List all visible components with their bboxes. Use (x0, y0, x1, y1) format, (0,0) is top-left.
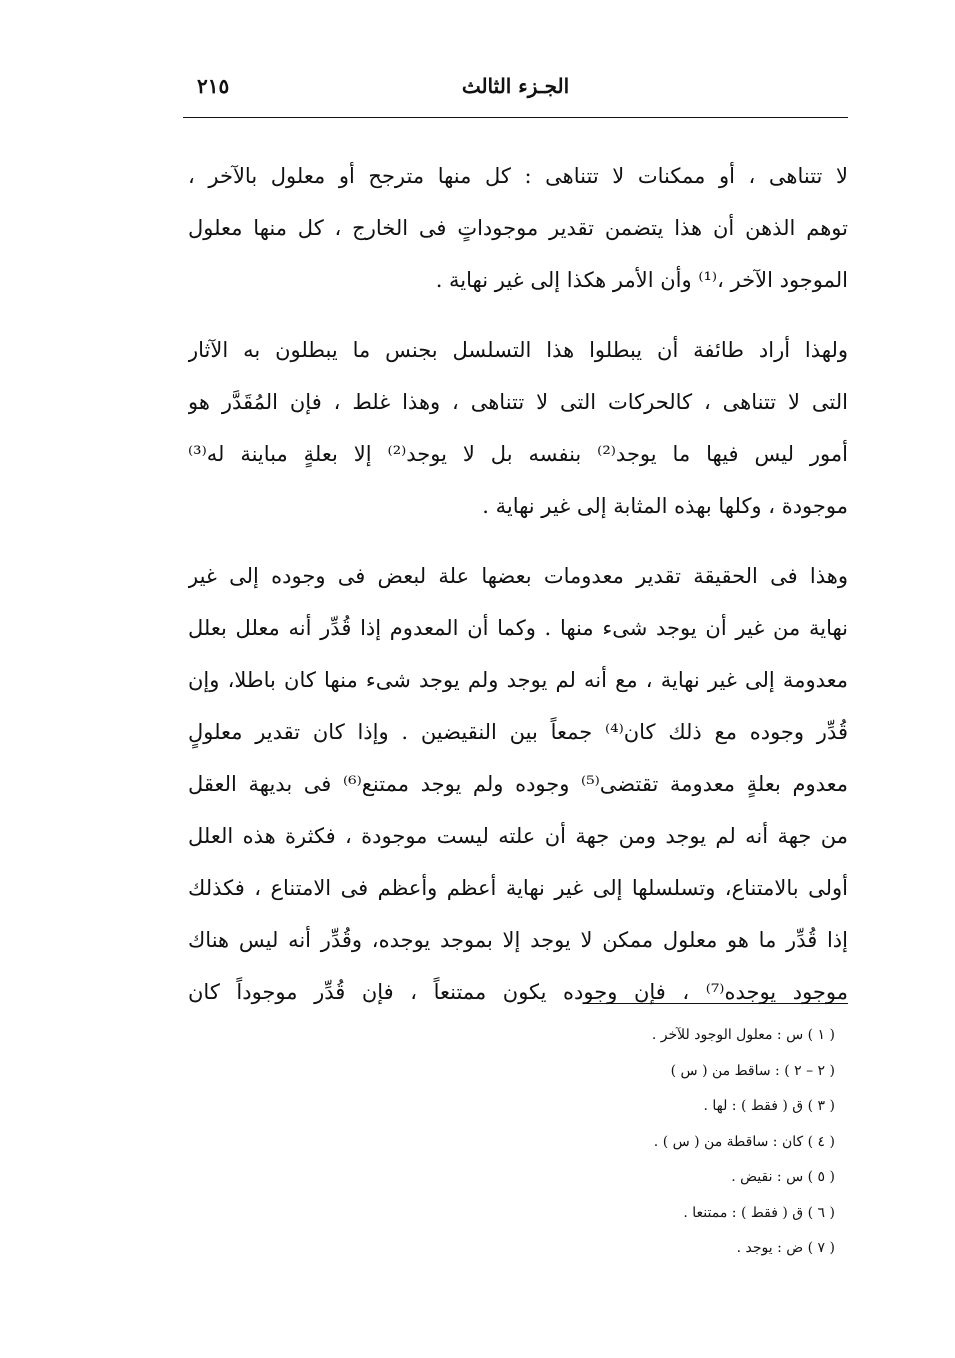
footnote: ( ٧ ) ض : يوجد . (736, 1240, 835, 1256)
paragraph-3 (188, 550, 848, 1018)
footnote: ( ٣ ) ق ( فقط ) : لها . (703, 1098, 835, 1114)
running-title: الجـزء الثالث (461, 74, 570, 98)
text-line: نهاية من غير أن يوجد شىء منها . وكما أن المعدوم إذا قُدِّر أنه معلل بعلل (188, 616, 848, 640)
text-line: توهم الذهن أن هذا يتضمن تقدير موجوداتٍ فى الخارج ، كل منها معلول (188, 216, 848, 240)
text-line: أمور ليس فيها ما يوجد⁽²⁾ بنفسه بل لا يوجد⁽²⁾ إلا بعلةٍ مباينة له⁽³⁾ (188, 442, 848, 466)
paragraph-2 (188, 324, 848, 532)
main-text (188, 150, 848, 1036)
footnote: ( ٥ ) س : نقيض . (731, 1169, 835, 1185)
text-line: قُدِّر وجوده مع ذلك كان⁽⁴⁾ جمعاً بين النقيضين . وإذا كان تقدير معلولٍ (188, 720, 848, 744)
footnote: ( ١ ) س : معلول الوجود للآخر . (651, 1027, 835, 1043)
page-header (183, 70, 848, 110)
header-rule (183, 117, 848, 118)
footnotes (500, 1018, 835, 1267)
text-line: موجود يوجده⁽⁷⁾ ، فإن وجوده يكون ممتنعاً ، فإن قُدِّر موجوداً كان (188, 980, 848, 1004)
text-line: لا تتناهى ، أو ممكنات لا تتناهى : كل منها مترجح أو معلول بالآخر ، (188, 164, 848, 188)
text-line: وهذا فى الحقيقة تقدير معدومات بعضها علة لبعض فى وجوده إلى غير (188, 564, 848, 588)
paragraph-1 (188, 150, 848, 306)
footnote: ( ٦ ) ق ( فقط ) : ممتنعا . (683, 1204, 835, 1221)
text-line: موجودة ، وكلها بهذه المثابة إلى غير نهاية . (482, 494, 848, 518)
text-line: أولى بالامتناع، وتسلسلها إلى غير نهاية أعظم وأعظم فى الامتناع ، فكذلك (188, 876, 848, 900)
text-line: ولهذا أراد طائفة أن يبطلوا هذا التسلسل بجنس ما يبطلون به الآثار (188, 338, 848, 362)
page-number: ٢١٥ (197, 74, 230, 98)
text-line: من جهة أنه لم يوجد ومن جهة أن علته ليست موجودة ، فكثرة هذه العلل (188, 824, 848, 848)
footnote-rule (583, 1003, 848, 1004)
text-line: التى لا تتناهى ، كالحركات التى لا تتناهى ، وهذا غلط ، فإن المُقَدَّر هو (188, 390, 848, 414)
text-line: معدومة إلى غير نهاية ، مع أنه لم يوجد ولم يوجد شىء منها كان باطلا، وإن (188, 668, 848, 692)
text-line: الموجود الآخر ،⁽¹⁾ وأن الأمر هكذا إلى غير نهاية . (435, 268, 848, 292)
footnote: ( ٢ – ٢ ) : ساقط من ( س ) (670, 1062, 835, 1079)
text-line: معدوم بعلةٍ معدومة تقتضى⁽⁵⁾ وجوده ولم يوجد ممتنع⁽⁶⁾ فى بديهة العقل (188, 772, 848, 796)
text-line: إذا قُدِّر ما هو معلول ممكن لا يوجد إلا بموجد يوجده، وقُدِّر أنه ليس هناك (188, 928, 848, 952)
footnote: ( ٤ ) كان : ساقطة من ( س ) . (653, 1133, 835, 1150)
